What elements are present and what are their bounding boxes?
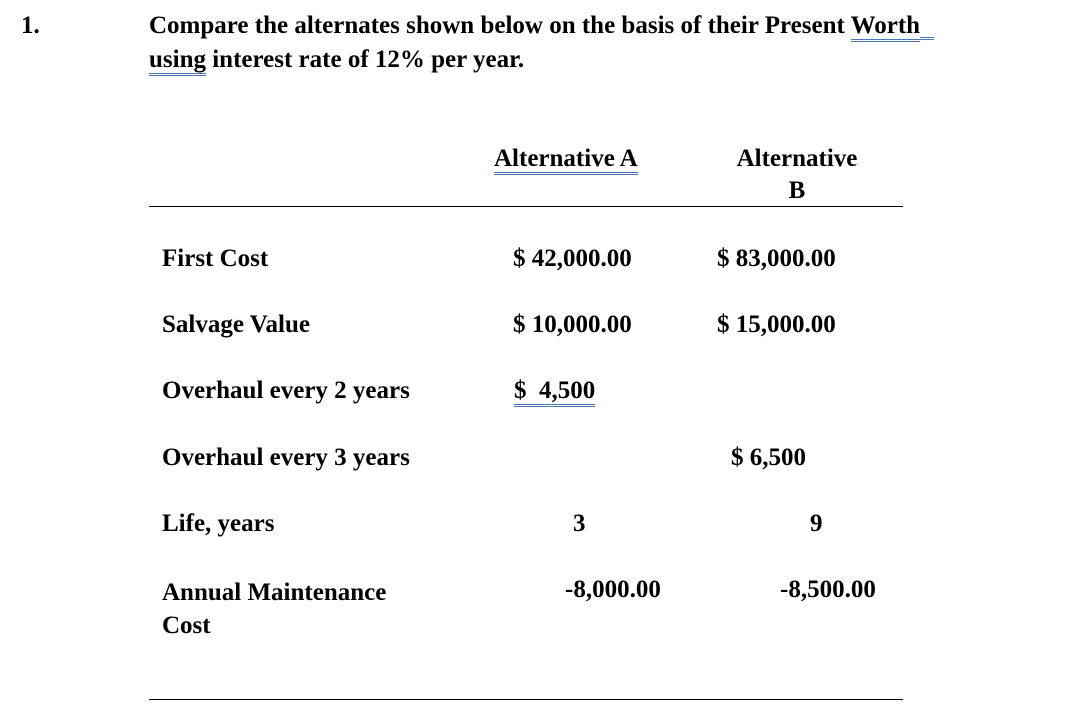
- cell-overhaul-2-years-a-value: $ 4,500: [514, 377, 595, 407]
- cell-overhaul-3-years-b: $ 6,500: [731, 444, 806, 471]
- table-top-divider: [149, 206, 903, 207]
- row-label-annual-maintenance: [162, 576, 386, 642]
- row-label-overhaul-2-years: Overhaul every 2 years: [162, 377, 410, 404]
- cell-life-years-b: 9: [810, 510, 823, 537]
- underlined-word-using: using: [149, 46, 206, 76]
- header-alternative-a-label: Alternative A: [494, 145, 638, 175]
- underlined-trailing-space: [920, 15, 934, 40]
- underlined-word-worth: Worth: [851, 12, 920, 42]
- cell-overhaul-2-years-a: [514, 377, 595, 405]
- cell-first-cost-b: $ 83,000.00: [717, 245, 836, 272]
- question-text-part: Compare the alternates shown below on the basis of their Present: [149, 12, 851, 39]
- question-text-part: interest rate of 12% per year.: [205, 46, 525, 73]
- question-number: 1.: [21, 12, 40, 39]
- row-label-annual-maintenance-line1: Annual Maintenance: [162, 579, 387, 606]
- question-line-2: [149, 46, 524, 74]
- cell-salvage-value-a: $ 10,000.00: [513, 311, 632, 338]
- header-alternative-a: [494, 145, 638, 173]
- row-label-annual-maintenance-line2: Cost: [162, 612, 211, 639]
- header-alternative-b: [722, 145, 872, 205]
- cell-first-cost-a: $ 42,000.00: [513, 245, 632, 272]
- table-bottom-divider: [149, 699, 903, 700]
- row-label-overhaul-3-years: Overhaul every 3 years: [162, 444, 410, 471]
- row-label-life-years: Life, years: [162, 510, 275, 537]
- cell-salvage-value-b: $ 15,000.00: [717, 311, 836, 338]
- cell-life-years-a: 3: [573, 510, 586, 537]
- header-alternative-b-line2: B: [788, 177, 806, 204]
- cell-annual-maintenance-b: -8,500.00: [780, 576, 876, 603]
- row-label-salvage-value: Salvage Value: [162, 311, 310, 338]
- question-line-1: [149, 12, 934, 40]
- row-label-first-cost: First Cost: [162, 245, 269, 272]
- cell-annual-maintenance-a: -8,000.00: [565, 576, 661, 603]
- header-alternative-b-line1: Alternative: [736, 145, 858, 172]
